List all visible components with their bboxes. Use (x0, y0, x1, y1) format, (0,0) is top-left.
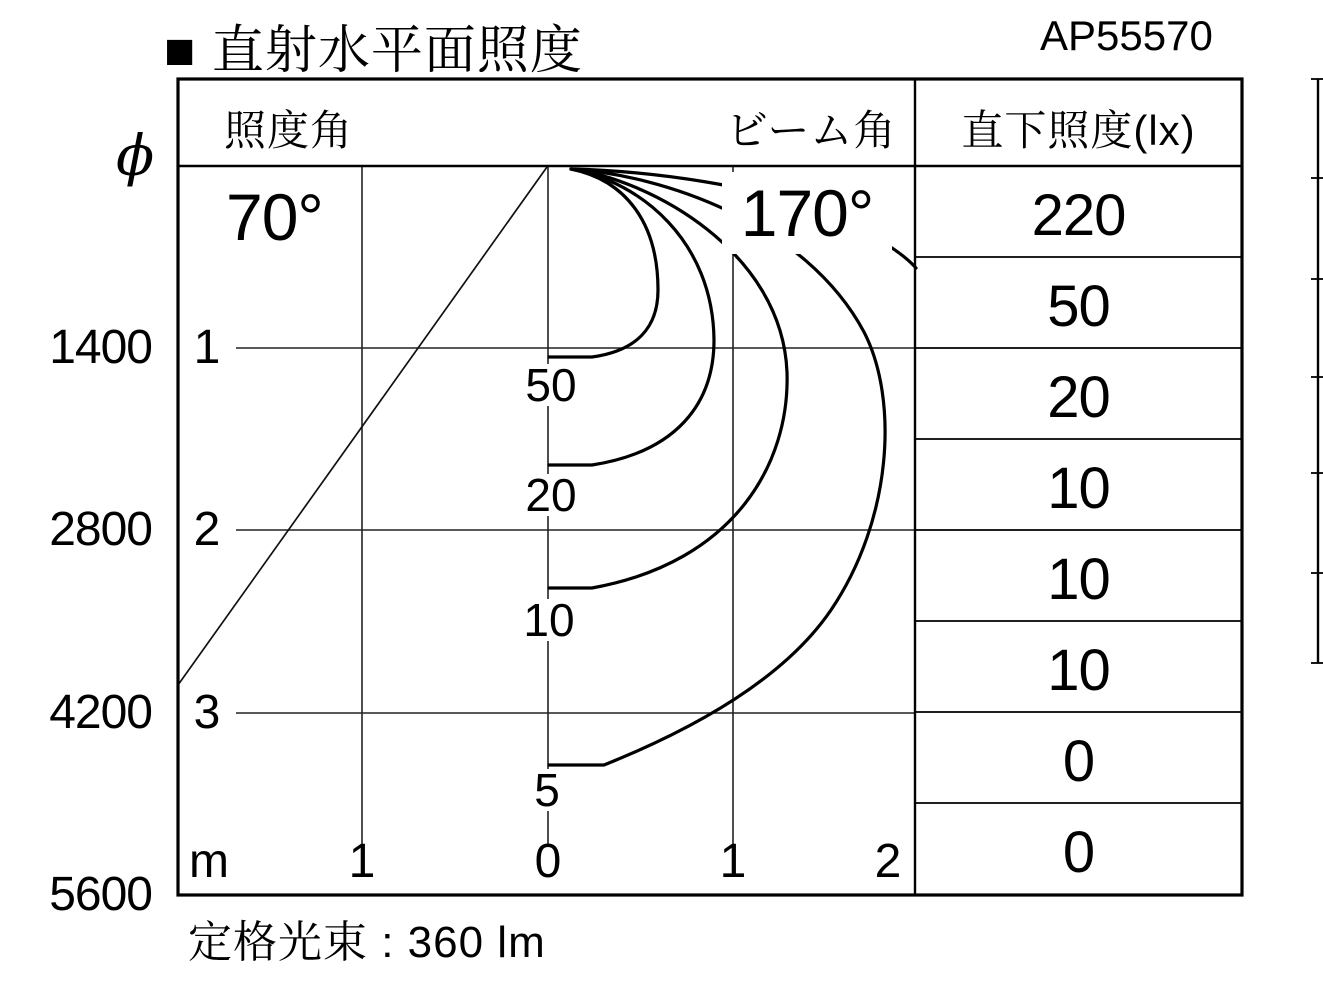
phi-symbol: ϕ (116, 124, 155, 189)
contour-label-10lx: 10 (520, 599, 578, 641)
table-value-2.0m: 10 (1047, 456, 1110, 521)
rated-luminous-flux-note: 定格光束 : 360 lm (188, 918, 546, 967)
table-value-0.5m: 220 (1031, 183, 1126, 248)
table-value-2.5m: 10 (1047, 547, 1110, 612)
beam-angle-value: 170° (722, 172, 892, 254)
diameter-label-4200: 4200 (49, 686, 152, 739)
x-axis-tick-0: 0 (534, 835, 562, 888)
depth-label-1m: 1 (193, 321, 221, 374)
diameter-label-1400: 1400 (49, 321, 152, 374)
table-value-4.0m: 0 (1062, 820, 1095, 885)
depth-label-2m: 2 (193, 503, 221, 556)
x-axis-tick-2: 2 (874, 835, 902, 888)
table-value-3.0m: 10 (1047, 638, 1110, 703)
header-beam-angle: ビーム角 (726, 107, 897, 154)
isolux-curve-20lx (549, 169, 714, 465)
x-axis-tick-1: 1 (719, 835, 747, 888)
header-illuminance-angle: 照度角 (224, 107, 354, 154)
isolux-curve-5lx (549, 169, 885, 765)
product-code: AP55570 (1040, 12, 1213, 59)
table-header-direct-illuminance: 直下照度(lx) (961, 107, 1196, 154)
contour-label-50lx: 50 (522, 364, 580, 406)
diameter-label-2800: 2800 (49, 503, 152, 556)
illuminance-angle-value: 70° (226, 180, 323, 254)
page-title: ■ 直射水平面照度 (164, 22, 583, 80)
table-value-1.5m: 20 (1047, 365, 1110, 430)
cropped-next-table-edge (1311, 79, 1323, 663)
contour-label-5lx: 5 (530, 769, 564, 811)
x-axis-tick-minus1: 1 (348, 835, 376, 888)
x-axis-unit-label: m (189, 835, 229, 888)
diameter-label-5600: 5600 (49, 868, 152, 921)
table-value-1.0m: 50 (1047, 274, 1110, 339)
table-value-3.5m: 0 (1062, 729, 1095, 794)
contour-label-20lx: 20 (522, 474, 580, 516)
depth-label-3m: 3 (193, 686, 221, 739)
